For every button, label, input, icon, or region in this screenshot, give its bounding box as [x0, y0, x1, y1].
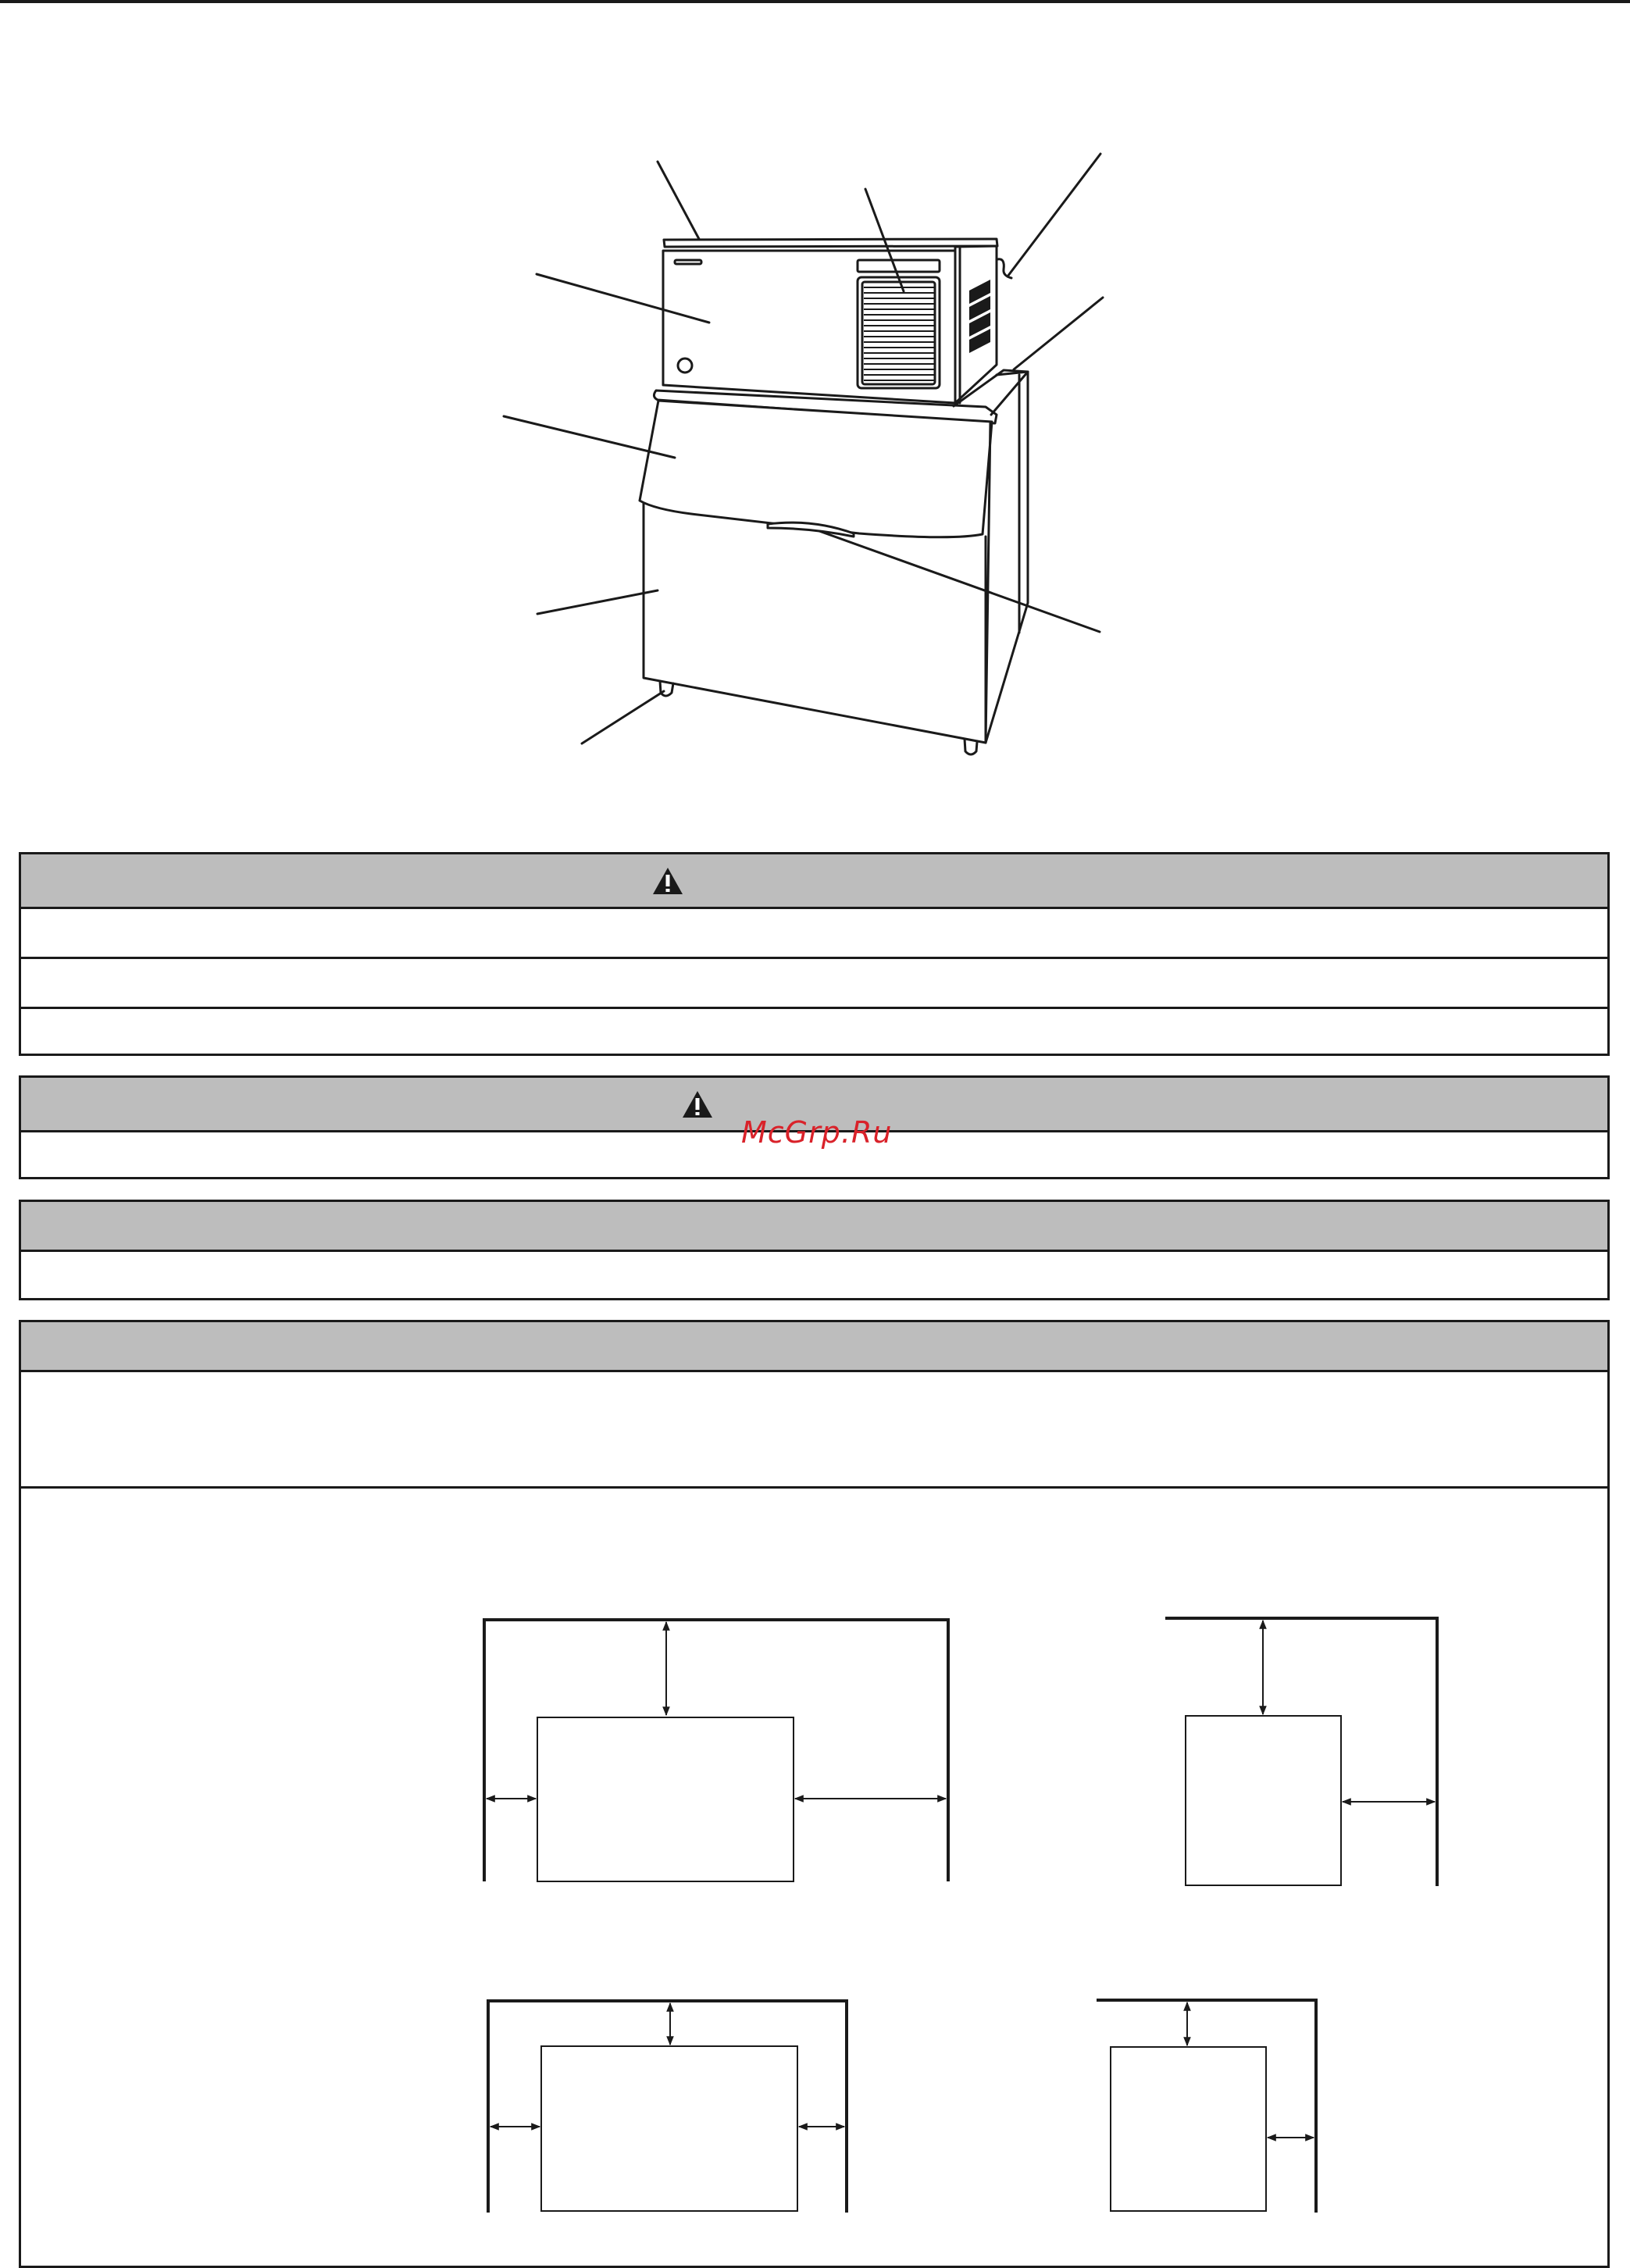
watermark-text: McGrp.Ru: [741, 1115, 893, 1150]
clearance-diagram-3: [488, 2001, 847, 2213]
unit-outline: [537, 1717, 794, 1881]
wall-outline: [484, 1620, 948, 1881]
wall-outline: [1165, 1618, 1437, 1886]
clearance-diagram-1: [484, 1620, 948, 1881]
clearance-diagram-4: [1097, 2000, 1316, 2213]
clearance-diagram-2: [1165, 1618, 1437, 1886]
unit-outline: [1111, 2047, 1266, 2211]
unit-outline: [541, 2046, 797, 2211]
unit-outline: [1186, 1716, 1341, 1885]
wall-outline: [1097, 2000, 1316, 2213]
